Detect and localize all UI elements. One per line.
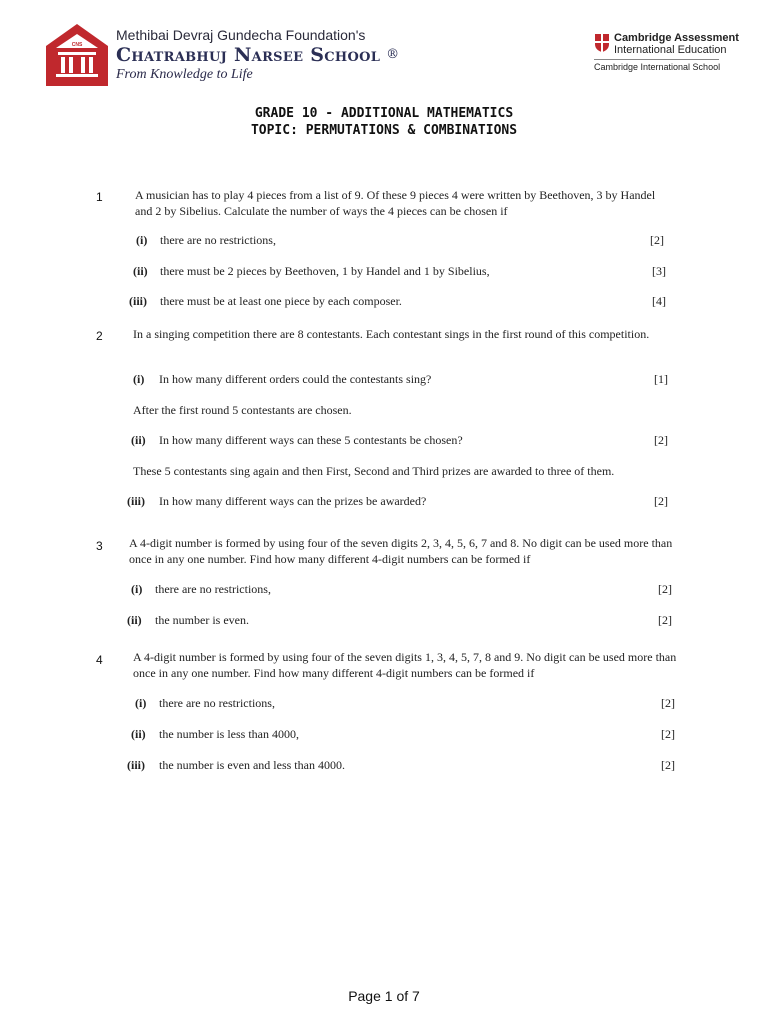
cambridge-wordmark <box>614 32 739 56</box>
school-name: Chatrabhuj Narsee School <box>116 44 381 66</box>
question-part <box>131 727 299 742</box>
part-mark: [2] <box>661 727 675 741</box>
part-mark: [3] <box>652 264 666 278</box>
part-mark: [2] <box>661 696 675 710</box>
question-stem: A musician has to play 4 pieces from a list of 9. Of these 9 pieces 4 were written by Beethoven, 3 by Handel and 2 by Sibelius. Calculate the number of ways the 4 pieces can be chosen if <box>135 188 656 218</box>
part-label: (ii) <box>131 433 146 447</box>
question-part <box>127 494 426 509</box>
part-text: the number is even. <box>155 613 249 627</box>
question-number: 2 <box>96 329 103 343</box>
cambridge-line2: International Education <box>614 44 727 56</box>
part-label: (i) <box>136 233 148 247</box>
cambridge-line1: Cambridge Assessment <box>614 32 739 44</box>
part-label: (ii) <box>133 264 148 278</box>
question-part <box>133 264 490 279</box>
page-header <box>0 0 768 100</box>
part-label: (i) <box>133 372 145 386</box>
part-text: In how many different ways can these 5 contestants be chosen? <box>159 433 463 447</box>
part-label: (ii) <box>127 613 142 627</box>
question-part <box>136 233 276 248</box>
question-interlude: These 5 contestants sing again and then First, Second and Third prizes are awarded to three of them. <box>133 464 615 478</box>
part-mark: [1] <box>654 372 668 386</box>
part-text: there are no restrictions, <box>155 582 271 596</box>
part-mark: [2] <box>658 613 672 627</box>
part-text: In how many different orders could the contestants sing? <box>159 372 432 386</box>
question-part <box>127 758 345 773</box>
part-label: (i) <box>135 696 147 710</box>
registered-mark: ® <box>386 47 400 62</box>
part-mark: [2] <box>658 582 672 596</box>
question-stem: A 4-digit number is formed by using four of the seven digits 2, 3, 4, 5, 6, 7 and 8. No digit can be used more than once in any one number. Find how many different 4-digit numbers can be formed if <box>129 536 673 566</box>
part-text: there are no restrictions, <box>160 233 276 247</box>
part-text: there are no restrictions, <box>159 696 275 710</box>
question-part <box>127 613 249 628</box>
question-part <box>135 696 275 711</box>
part-mark: [2] <box>654 494 668 508</box>
part-text: the number is less than 4000, <box>159 727 299 741</box>
part-label: (iii) <box>129 294 147 308</box>
school-logo-icon <box>44 22 110 88</box>
question-number: 1 <box>96 190 103 204</box>
question-part <box>131 433 463 448</box>
question-number: 3 <box>96 539 103 553</box>
page-number: Page 1 of 7 <box>348 988 420 1004</box>
part-mark: [2] <box>654 433 668 447</box>
question-part <box>131 582 271 597</box>
part-label: (i) <box>131 582 143 596</box>
school-name-line <box>116 44 399 66</box>
document-title: GRADE 10 - ADDITIONAL MATHEMATICS <box>254 106 514 121</box>
cambridge-line3: Cambridge International School <box>594 59 719 72</box>
cambridge-shield-icon <box>594 33 610 53</box>
part-mark: [2] <box>661 758 675 772</box>
question-number: 4 <box>96 653 103 667</box>
question-part <box>129 294 402 309</box>
part-mark: [2] <box>650 233 664 247</box>
question-part <box>133 372 431 387</box>
part-text: there must be 2 pieces by Beethoven, 1 by Handel and 1 by Sibelius, <box>160 264 490 278</box>
school-identity <box>116 26 399 84</box>
part-mark: [4] <box>652 294 666 308</box>
part-label: (iii) <box>127 494 145 508</box>
question-stem: A 4-digit number is formed by using four of the seven digits 1, 3, 4, 5, 7, 8 and 9. No digit can be used more than once in any one number. Find how many different 4-digit numbers can be formed if <box>133 650 677 680</box>
document-topic: TOPIC: PERMUTATIONS & COMBINATIONS <box>250 123 518 138</box>
question-stem: In a singing competition there are 8 contestants. Each contestant sings in the first round of this competition. <box>133 327 650 341</box>
part-text: In how many different ways can the prizes be awarded? <box>159 494 427 508</box>
school-tagline: From Knowledge to Life <box>116 67 253 82</box>
question-interlude: After the first round 5 contestants are chosen. <box>133 403 352 417</box>
part-text: there must be at least one piece by each composer. <box>160 294 402 308</box>
foundation-name: Methibai Devraj Gundecha Foundation's <box>116 27 366 43</box>
part-label: (ii) <box>131 727 146 741</box>
logo-text: CNS <box>71 42 83 48</box>
part-label: (iii) <box>127 758 145 772</box>
part-text: the number is even and less than 4000. <box>159 758 345 772</box>
